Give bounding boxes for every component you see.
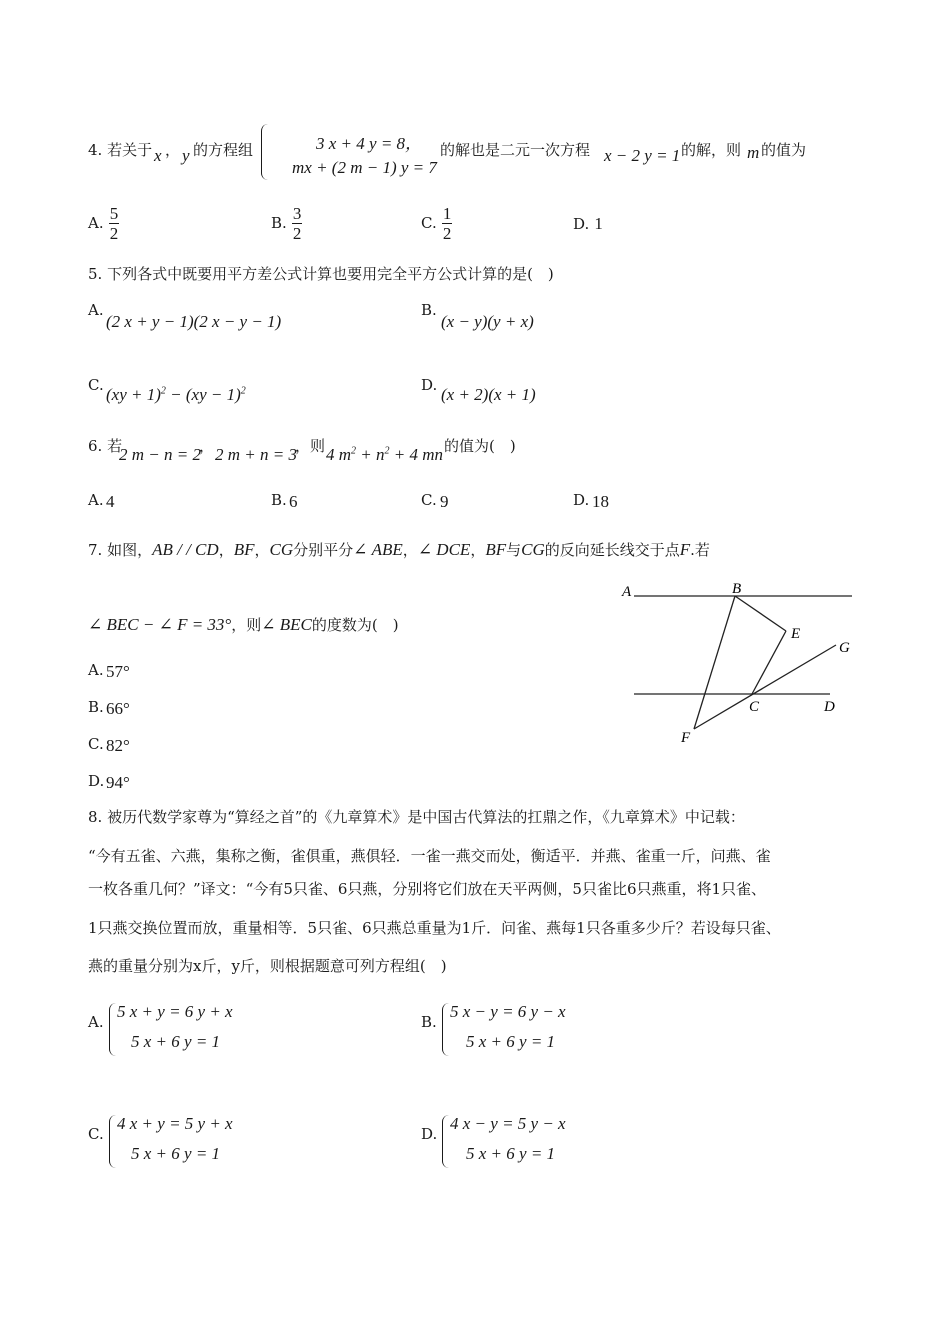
option-label: B. (88, 698, 104, 716)
q6-option-c[interactable] (421, 490, 437, 509)
option-label: A. (88, 301, 104, 319)
label-f: F (681, 730, 691, 746)
q7-geometry-figure (610, 575, 870, 750)
label-a: A (622, 584, 632, 600)
option-label: C. (421, 491, 437, 509)
q7-prefix: 7. 如图， (88, 541, 153, 559)
option-label: C. (421, 214, 437, 232)
option-label: D. (573, 215, 590, 233)
q4-t-mid2: 的解，则 (681, 141, 742, 159)
q8-line-3: 一枚各重几何？”译文：“今有5只雀、6只燕，分别将它们放在天平两侧，5只雀比6只燕重，将1只雀、 (88, 880, 767, 898)
q8-option-b[interactable] (421, 1012, 437, 1031)
q7-angle-abe: ∠ ABE (353, 540, 403, 559)
q8-option-c[interactable] (88, 1124, 104, 1143)
label-g: G (839, 640, 850, 656)
denominator: 2 (442, 224, 452, 243)
q8-option-a[interactable] (88, 1012, 104, 1031)
q6-t-then: ，则 (295, 437, 326, 455)
q7-text: 与 (506, 541, 522, 559)
q6-prefix: 6. 若 (88, 437, 123, 455)
q4-option-b[interactable] (271, 204, 302, 243)
q6-option-b[interactable] (271, 490, 287, 509)
q5-option-a-value: (2 x + y − 1)(2 x − y − 1) (106, 312, 282, 331)
numerator: 5 (109, 204, 119, 223)
numerator: 3 (292, 204, 302, 223)
q4-var-x: x (154, 146, 162, 165)
q7-text: .若 (690, 541, 710, 559)
numerator: 1 (442, 204, 452, 223)
q5-option-c-value (106, 385, 246, 405)
expr-part: − (xy − 1) (165, 385, 241, 404)
q8-line-5: 燕的重量分别为x斤，y斤，则根据题意可列方程组( ) (88, 957, 447, 975)
option-label: A. (88, 1013, 104, 1031)
q5-text: 5. 下列各式中既要用平方差公式计算也要用完全平方公式计算的是( ) (88, 265, 554, 283)
q7-text: ，则 (231, 616, 262, 634)
q7-text: 分别平分 (293, 541, 354, 559)
q7-angle-bec: ∠ BEC (261, 615, 312, 634)
q8-option-d-eq1: 4 x − y = 5 y − x (450, 1114, 566, 1133)
option-label: B. (271, 491, 287, 509)
option-label: A. (88, 491, 104, 509)
q8-option-a-brace (109, 1003, 117, 1056)
q7-option-c-value: 82° (106, 736, 130, 755)
expr-part: 4 m (326, 445, 352, 464)
option-label: B. (421, 1013, 437, 1031)
option-label: C. (88, 735, 104, 753)
q7-parallel: AB / / CD (152, 540, 219, 559)
q4-comma: ， (165, 141, 181, 159)
option-label: C. (88, 1125, 104, 1143)
q5-option-d-value: (x + 2)(x + 1) (441, 385, 536, 404)
q8-option-d-brace (442, 1115, 450, 1168)
q7-angle-dce: ∠ DCE (417, 540, 471, 559)
q8-option-b-eq2: 5 x + 6 y = 1 (466, 1032, 556, 1051)
exponent: 2 (384, 445, 390, 457)
q4-prefix: 4. 若关于 (88, 141, 153, 159)
q7-option-c[interactable] (88, 734, 104, 753)
q4-eq1: 3 x + 4 y = 8， (316, 134, 423, 153)
expr-part: (xy + 1) (106, 385, 161, 404)
option-label: D. (421, 376, 438, 394)
q7-option-a-value: 57° (106, 662, 130, 681)
q8-option-b-eq1: 5 x − y = 6 y − x (450, 1002, 566, 1021)
q7-option-a[interactable] (88, 660, 104, 679)
q8-option-c-brace (109, 1115, 117, 1168)
fraction (292, 204, 303, 243)
q5-option-b-value: (x − y)(y + x) (441, 312, 534, 331)
q4-t-end: 的值为 (761, 141, 807, 159)
option-value: 1 (594, 214, 603, 233)
label-e: E (791, 626, 801, 642)
q7-condition: ∠ BEC − ∠ F = 33° (88, 615, 232, 634)
q8-option-c-eq2: 5 x + 6 y = 1 (131, 1144, 221, 1163)
option-label: D. (421, 1125, 438, 1143)
option-label: D. (573, 491, 590, 509)
option-label: C. (88, 376, 104, 394)
q7-stem-line1 (88, 539, 710, 560)
q8-line-1: 8. 被历代数学家尊为“算经之首”的《九章算术》是中国古代算法的扛鼎之作，《九章算术》中记载： (88, 808, 745, 826)
q7-cg: CG (521, 540, 545, 559)
q8-option-a-eq2: 5 x + 6 y = 1 (131, 1032, 221, 1051)
q8-option-b-brace (442, 1003, 450, 1056)
q8-line-4: 1只燕交换位置而放，重量相等．5只雀、6只燕总重量为1斤．问雀、燕每1只各重多少斤？若设每只雀、 (88, 919, 781, 937)
q6-option-b-value: 6 (289, 492, 298, 511)
q7-point-f: F (679, 540, 691, 559)
exponent: 2 (240, 385, 246, 397)
q7-option-b-value: 66° (106, 699, 130, 718)
q6-option-a-value: 4 (106, 492, 115, 511)
q6-comma: ， (199, 437, 215, 455)
q8-option-d[interactable] (421, 1124, 437, 1143)
q4-t-mid: 的解也是二元一次方程 (440, 141, 591, 159)
q5-option-d[interactable] (421, 375, 437, 394)
option-label: A. (88, 661, 104, 679)
q8-option-d-eq2: 5 x + 6 y = 1 (466, 1144, 556, 1163)
option-label: B. (421, 301, 437, 319)
q7-text: 的反向延长线交于点 (544, 541, 680, 559)
fraction (109, 204, 120, 243)
q4-option-d[interactable] (573, 214, 603, 234)
q7-sep: ， (218, 541, 234, 559)
q6-option-d[interactable] (573, 490, 589, 509)
q7-stem-line2 (88, 614, 399, 635)
q7-cg: CG (269, 540, 294, 559)
q6-option-d-value: 18 (592, 492, 609, 511)
q6-option-c-value: 9 (440, 492, 449, 511)
label-b: B (732, 581, 742, 597)
q5-option-a[interactable] (88, 300, 104, 319)
label-c: C (749, 699, 760, 715)
q8-option-a-eq1: 5 x + y = 6 y + x (117, 1002, 233, 1021)
q7-option-d[interactable] (88, 771, 104, 790)
denominator: 2 (292, 224, 302, 243)
expr-part: + 4 mn (389, 445, 444, 464)
q7-sep: ， (470, 541, 486, 559)
q4-var-m: m (747, 143, 760, 162)
denominator: 2 (109, 224, 119, 243)
q7-option-b[interactable] (88, 697, 104, 716)
q6-expr (326, 445, 443, 465)
exponent: 2 (351, 445, 357, 457)
exponent: 2 (160, 385, 166, 397)
q7-text: 的度数为( ) (311, 616, 399, 634)
q4-option-c[interactable] (421, 204, 452, 243)
q4-t-group: 的方程组 (193, 141, 254, 159)
segment-be (735, 596, 786, 631)
q4-option-a[interactable] (88, 204, 119, 243)
q4-eq3: x − 2 y = 1 (604, 146, 681, 165)
q6-option-a[interactable] (88, 490, 104, 509)
label-d: D (824, 699, 835, 715)
q4-eq2: mx + (2 m − 1) y = 7 (292, 158, 437, 177)
option-label: B. (271, 214, 287, 232)
q7-sep: ， (402, 541, 418, 559)
q7-sep: ， (254, 541, 270, 559)
q4-var-y: y (182, 146, 190, 165)
q6-eq1: 2 m − n = 2 (119, 445, 201, 464)
q7-bf: BF (485, 540, 507, 559)
q7-option-d-value: 94° (106, 773, 130, 792)
fraction (442, 204, 453, 243)
q8-line-2: “今有五雀、六燕，集称之衡，雀俱重，燕俱轻．一雀一燕交而处，衡适平．并燕、雀重一斤，问燕、雀 (88, 847, 771, 865)
segment-fg (694, 645, 836, 729)
q5-option-b[interactable] (421, 300, 437, 319)
option-label: A. (88, 214, 104, 232)
q7-bf: BF (233, 540, 255, 559)
q8-option-c-eq1: 4 x + y = 5 y + x (117, 1114, 233, 1133)
option-label: D. (88, 772, 105, 790)
q5-option-c[interactable] (88, 375, 104, 394)
q6-eq2: 2 m + n = 3 (215, 445, 297, 464)
q4-system-brace (261, 124, 270, 180)
q6-t-end: 的值为( ) (444, 437, 516, 455)
expr-part: + n (356, 445, 385, 464)
